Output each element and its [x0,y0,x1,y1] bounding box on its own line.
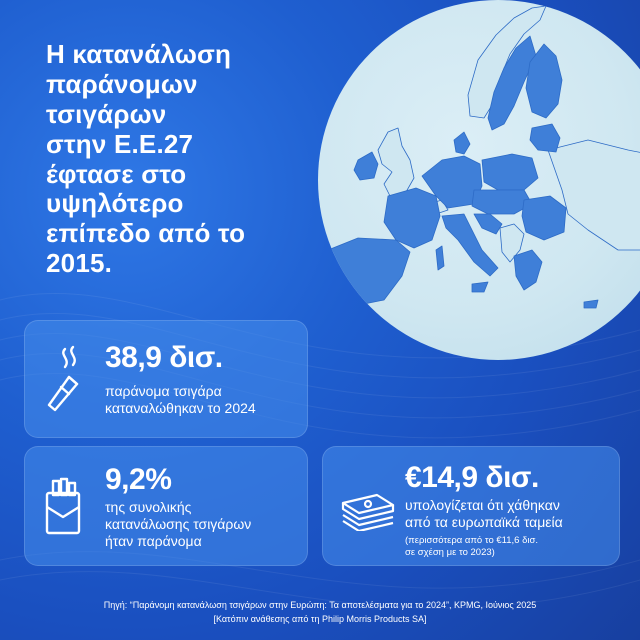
stat-description-share: της συνολικής κατανάλωσης τσιγάρων ήταν παράνομα [105,499,252,549]
map-cyprus [584,300,598,308]
footer-credit: [Κατόπιν ανάθεσης από τη Philip Morris Products SA] [213,614,427,624]
map-denmark [454,132,470,154]
stat-description-consumption: παράνομα τσιγάρα καταναλώθηκαν το 2024 [105,383,256,416]
stat-value-tax-loss: €14,9 δισ. [405,461,539,494]
stat-note-tax-loss: (περισσότερα από το €11,6 δισ. σε σχέση με το 2023) [405,535,538,558]
headline-title: Η κατανάλωση παράνομων τσιγάρων στην Ε.Ε.27 έφτασε στο υψηλότερο επίπεδο από το 2015. [46,39,246,279]
europe-map-globe [318,0,640,360]
map-croatia-slovenia [474,214,502,234]
map-poland [482,154,538,190]
money-stack-icon [337,491,399,531]
map-romania-bulgaria [522,196,566,240]
smoking-cigarette-icon [43,343,99,415]
map-east-non-eu [548,140,640,250]
map-greece [514,250,542,290]
map-baltics [530,124,560,152]
stat-value-share: 9,2% [105,463,172,496]
map-ireland [354,152,378,180]
footer-source: Πηγή: “Παράνομη κατανάλωση τσιγάρων στην Ευρώπη: Τα αποτελέσματα για το 2024”, KPMG, Ιούνιος 2025 [103,600,537,610]
stat-card-illegal-cigarettes [24,320,308,438]
map-france [384,188,440,248]
cigarette-pack-icon [43,477,83,537]
stat-card-tax-loss [322,446,620,566]
map-uk [378,128,414,196]
map-sicily [472,282,488,292]
stat-card-illegal-share [24,446,308,566]
map-iberia [322,238,410,306]
eu-map [318,0,640,360]
map-sardinia-corsica [436,246,444,270]
stat-description-tax-loss: υπολογίζεται ότι χάθηκαν από τα ευρωπαϊκά ταμεία [405,497,563,530]
stat-value-consumption: 38,9 δισ. [105,341,223,374]
